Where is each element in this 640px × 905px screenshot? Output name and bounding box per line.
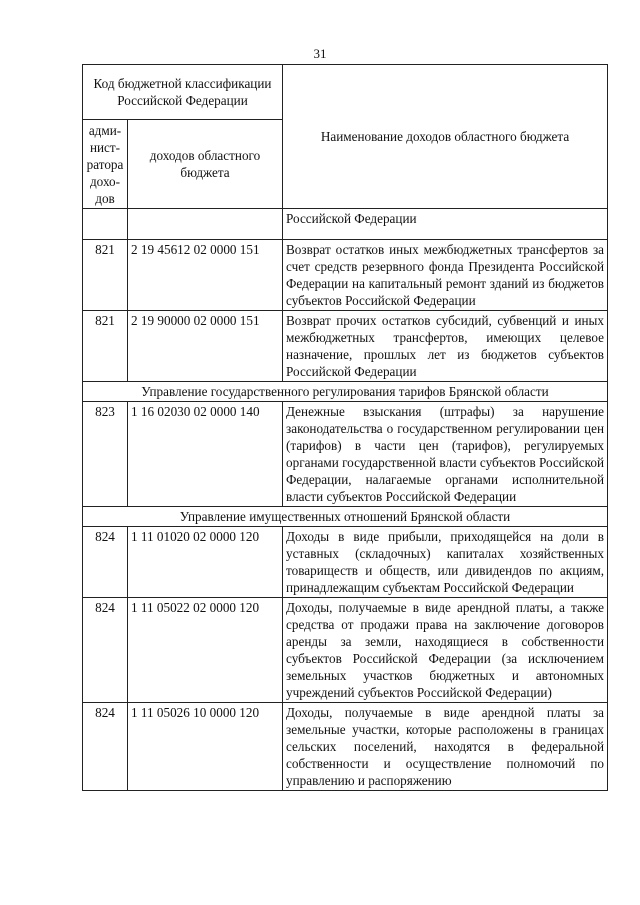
section-title-tariffs: Управление государственного регулирования тарифов Брянской области	[83, 382, 608, 402]
table-row	[83, 311, 608, 382]
income-name-cell: Доходы, получаемые в виде арендной платы, а также средства от продажи права на заключение договоров аренды за земли, находящиеся в собственности субъектов Российской Федерации (за исключением земельных участков бюджетных и автономных учреждений субъектов Российской Федерации)	[283, 598, 608, 703]
budget-code-cell: 2 19 90000 02 0000 151	[128, 311, 283, 382]
table-row	[83, 703, 608, 791]
budget-code-cell	[128, 209, 283, 240]
admin-code-cell: 821	[83, 311, 128, 382]
header-budget-code: Код бюджетной классификации Российской Федерации	[83, 65, 283, 120]
budget-code-cell: 1 11 01020 02 0000 120	[128, 527, 283, 598]
income-name-cell: Доходы в виде прибыли, приходящейся на доли в уставных (складочных) капиталах хозяйственных товариществ и обществ, или дивидендов по акциям, принадлежащим субъектам Российской Федерации	[283, 527, 608, 598]
income-name-cell: Российской Федерации	[283, 209, 608, 240]
section-title-property: Управление имущественных отношений Брянской области	[83, 507, 608, 527]
header-income-code: доходов областного бюджета	[128, 120, 283, 209]
budget-code-cell: 1 11 05022 02 0000 120	[128, 598, 283, 703]
admin-code-cell: 823	[83, 402, 128, 507]
section-heading-row	[83, 507, 608, 527]
admin-code-cell: 824	[83, 703, 128, 791]
table-row	[83, 402, 608, 507]
income-name-cell: Доходы, получаемые в виде арендной платы за земельные участки, которые расположены в границах сельских поселений, находятся в федеральной собственности и осуществление полномочий по управлению и распоряжению	[283, 703, 608, 791]
income-name-cell: Денежные взыскания (штрафы) за нарушение законодательства о государственном регулировании цен (тарифов) в части цен (тарифов), регулируемых органами государственной власти субъектов Российской Федерации, налагаемые органами исполнительной власти субъектов Российской Федерации	[283, 402, 608, 507]
table-row	[83, 209, 608, 240]
admin-code-cell: 821	[83, 240, 128, 311]
income-name-cell: Возврат прочих остатков субсидий, субвенций и иных межбюджетных трансфертов, имеющих целевое назначение, прошлых лет из бюджетов субъектов Российской Федерации	[283, 311, 608, 382]
table-row	[83, 598, 608, 703]
budget-code-cell: 1 11 05026 10 0000 120	[128, 703, 283, 791]
header-administrator: адми-нист-ратора дохо-дов	[83, 120, 128, 209]
budget-code-cell: 1 16 02030 02 0000 140	[128, 402, 283, 507]
table-row	[83, 527, 608, 598]
admin-code-cell: 824	[83, 598, 128, 703]
header-income-name: Наименование доходов областного бюджета	[283, 65, 608, 209]
admin-code-cell	[83, 209, 128, 240]
admin-code-cell: 824	[83, 527, 128, 598]
section-heading-row	[83, 382, 608, 402]
income-name-cell: Возврат остатков иных межбюджетных трансфертов за счет средств резервного фонда Президента Российской Федерации на капитальный ремонт зданий из бюджетов субъектов Российской Федерации	[283, 240, 608, 311]
table-row	[83, 240, 608, 311]
page-number: 31	[313, 46, 327, 61]
budget-code-cell: 2 19 45612 02 0000 151	[128, 240, 283, 311]
budget-classification-table	[82, 64, 608, 791]
table-header-row-1	[83, 65, 608, 120]
